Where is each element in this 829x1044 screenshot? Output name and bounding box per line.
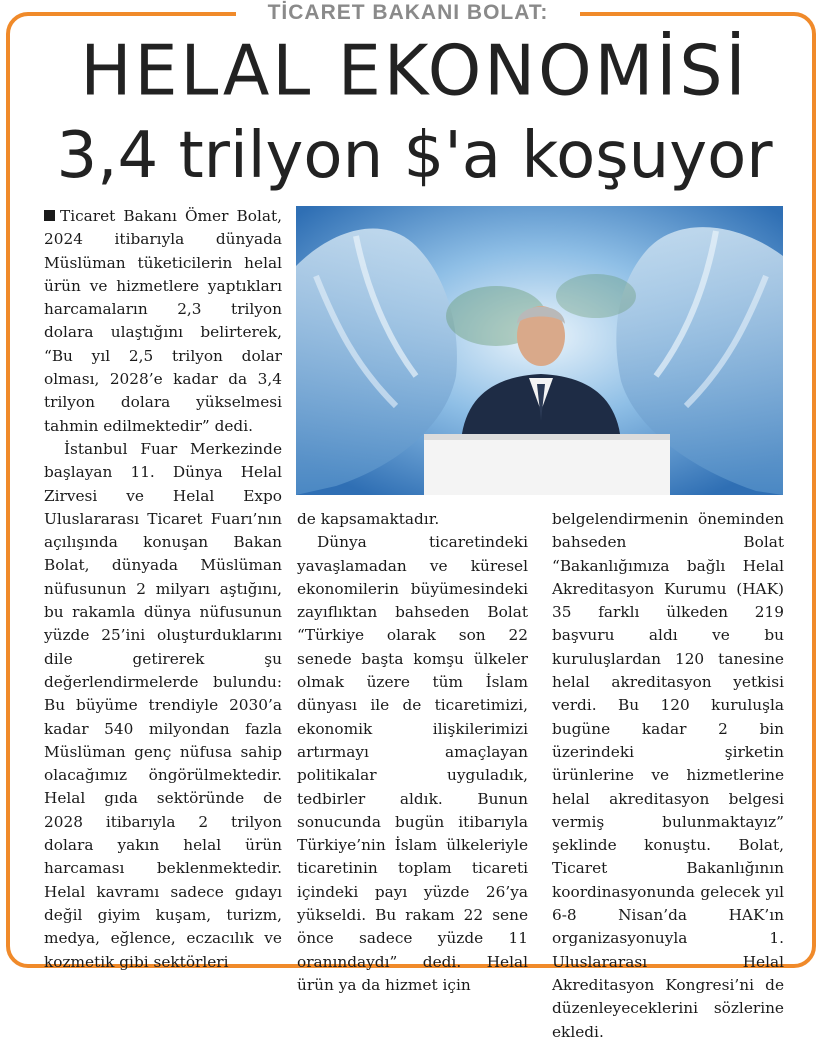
paragraph: Dünya ticaretindeki yavaşlamadan ve küresel ekonomilerin büyümesindeki zayıflıktan bahseden Bolat “Türkiye olarak son 22 senede başta komşu ülkeler olmak üzere tüm İslam dünyası ile de ticaretimizi, ekonomik ilişkilerimizi artırmayı amaçlayan politikalar uyguladık, tedbirler aldık. Bunun sonucunda bugün itibarıyla Türkiye’nin İslam ülkeleriyle ticaretinin toplam ticareti içindeki payı yüzde 26’ya yükseldi. Bu rakam 22 sene önce sadece yüzde 11 oranındaydı” dedi. Helal ürün ya da hizmet için — [297, 533, 528, 994]
headline-line1: HELAL EKONOMİSİ — [80, 31, 749, 112]
paragraph: belgelendirmenin öneminden bahseden Bolat “Bakanlığımıza bağlı Helal Akreditasyon Kurumu (HAK) 35 farklı ülkeden 219 başvuru aldı ve bu kuruluşlardan 120 tanesine helal akreditasyon yetkisi verdi. Bu 120 kuruluşla bugüne kadar 2 bin üzerindeki şirketin ürünlerine ve hizmetlerine helal akreditasyon belgesi vermiş bulunmaktayız” şeklinde konuştu. Bolat, Ticaret Bakanlığının koordinasyonunda gelecek yıl 6-8 Nisan’da HAK’ın organizasyonuyla 1. Uluslararası Helal Akreditasyon Kongresi’ni de düzenleyeceklerini sözlerine ekledi. — [552, 510, 784, 1041]
globe-hands-speaker-photo — [296, 206, 783, 495]
article-photo — [296, 206, 783, 495]
article-column-2 — [297, 508, 528, 997]
kicker: TİCARET BAKANI BOLAT: — [236, 0, 580, 26]
article-column-3 — [552, 508, 784, 1044]
article-column-1 — [44, 205, 282, 974]
headline-line2: 3,4 trilyon $'a koşuyor — [56, 119, 773, 193]
bullet-square-icon — [44, 210, 55, 221]
paragraph-text: Ticaret Bakanı Ömer Bolat, 2024 itibarıyla dünyada Müslüman tüketicilerin helal ürün ve hizmetlere yaptıkları harcamaların 2,3 trilyon dolara ulaştığını belirterek, “Bu yıl 2,5 trilyon dolar olması, 2028’e kadar da 3,4 trilyon dolara yükselmesi tahmin edilmektedir” dedi. — [44, 207, 282, 435]
paragraph: de kapsamaktadır. — [297, 510, 440, 528]
paragraph — [44, 205, 282, 438]
paragraph: İstanbul Fuar Merkezinde başlayan 11. Dünya Helal Zirvesi ve Helal Expo Uluslararası Ticaret Fuarı’nın açılışında konuşan Bakan Bolat, dünyada Müslüman nüfusunun 2 milyarı aştığını, bu rakamla dünya nüfusunun yüzde 25’ini oluşturduklarını dile getirerek şu değerlendirmelerde bulundu: Bu büyüme trendiyle 2030’a kadar 540 milyondan fazla Müslüman genç nüfusa sahip olacağımız öngörülmektedir. Helal gıda sektöründe de 2028 itibarıyla 2 trilyon dolara yakın helal ürün harcaması beklenmektedir. Helal kavramı sadece gıdayı değil giyim kuşam, turizm, medya, eğlence, eczacılık ve kozmetik gibi sektörleri — [44, 439, 282, 971]
